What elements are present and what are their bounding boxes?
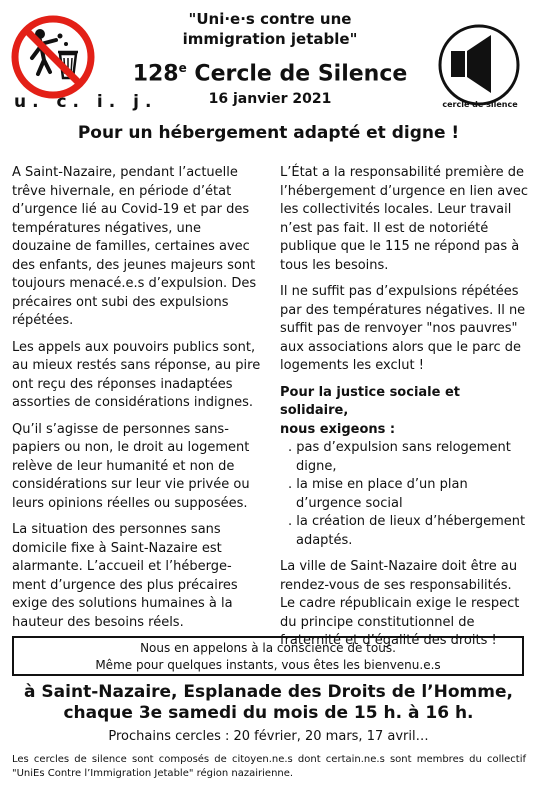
meeting-place-line-1: à Saint-Nazaire, Esplanade des Droits de l’Homme, [24,682,513,702]
left-paragraph-4: La situation des personnes sans domicile fixe à Saint-Nazaire est alarmante. L’accueil et l’héberge-ment d’urgence des plus précaires exige des solutions humaines à la hauteur des besoins réels. [12,522,238,630]
meeting-place [0,682,537,724]
demands-heading-line-2: nous exigeons : [280,421,396,437]
slogan [150,9,390,49]
right-paragraph-3: La ville de Saint-Nazaire doit être au rendez-vous de ses responsabilités. Le cadre républicain exige le respect du principe constitutionnel de fraternité et d’égalité des droits ! [280,559,520,648]
left-paragraph-3: Qu’il s’agisse de personnes sans-papiers ou non, le droit au logement relève de leur humanité et non de considérations sur leur vie privée ou leurs opinions réelles ou supposées. [12,421,250,511]
title-rest: Cercle de Silence [186,61,408,87]
appeal-line-1: Nous en appelons à la conscience de tous. [140,641,396,655]
title-sup: e [178,61,187,75]
right-column [280,164,530,659]
demand-item: . la création de lieux d’hébergement adaptés. [288,514,526,548]
page-title [108,61,432,86]
footer-note: Les cercles de silence sont composés de citoyen.ne.s dont certain.ne.s sont membres du collectif "UniEs Contre l’Immigration Jetable" région nazairienne. [12,754,526,779]
demands-list [280,439,530,550]
appeal-line-2: Même pour quelques instants, vous êtes les bienvenu.e.s [95,658,441,672]
right-paragraph-2: Il ne suffit pas d’expulsions répétées par des températures négatives. Il ne suffit pas de renvoyer "nos pauvres" aux associations alors que le parc de logements les exclut ! [280,284,526,373]
speaker-icon [437,23,521,107]
left-paragraph-2: Les appels aux pouvoirs publics sont, au mieux restés sans réponse, au pire ont reçu des réponses inadaptées assorties de considérations indignes. [12,339,261,410]
left-paragraph-1: A Saint-Nazaire, pendant l’actuelle trêve hivernale, en période d’état d’urgence lié au Covid-19 et par des températures négatives, une douzaine de familles, certaines avec des enfants, des jeunes majeurs sont toujours menacé.e.s d’expulsion. Des précaires ont subi des expulsions répétées. [12,165,257,328]
subtitle: Pour un hébergement adapté et digne ! [77,123,460,143]
demand-item: . pas d’expulsion sans relogement digne, [288,440,511,474]
slogan-line-2: immigration jetable" [182,30,358,48]
demands-heading [280,384,530,440]
title-number: 128 [132,61,179,87]
demands-heading-line-1: Pour la justice sociale et solidaire, [280,384,461,418]
cercle-de-silence-logo [437,23,521,107]
appeal-box [12,636,524,676]
next-circles: Prochains cercles : 20 février, 20 mars, 17 avril… [108,729,429,744]
slogan-line-1: "Uni·e·s contre une [188,10,352,28]
no-littering-sign-icon [10,14,96,100]
event-date: 16 janvier 2021 [208,91,332,107]
right-paragraph-1: L’État a la responsabilité première de l’hébergement d’urgence en lien avec les collectivités locales. Leur travail n’est pas fait. Il est de notoriété publique que le 115 ne répond pas à tous les besoins. [280,165,529,273]
cercle-de-silence-label: cercle de silence [442,100,518,109]
meeting-place-line-2: chaque 3e samedi du mois de 15 h. à 16 h. [63,703,474,723]
left-column [12,164,264,640]
ucij-logo [10,14,96,100]
demand-item: . la mise en place d’un plan d’urgence social [288,477,468,511]
ucij-label: u. c. i. j. [14,92,158,112]
